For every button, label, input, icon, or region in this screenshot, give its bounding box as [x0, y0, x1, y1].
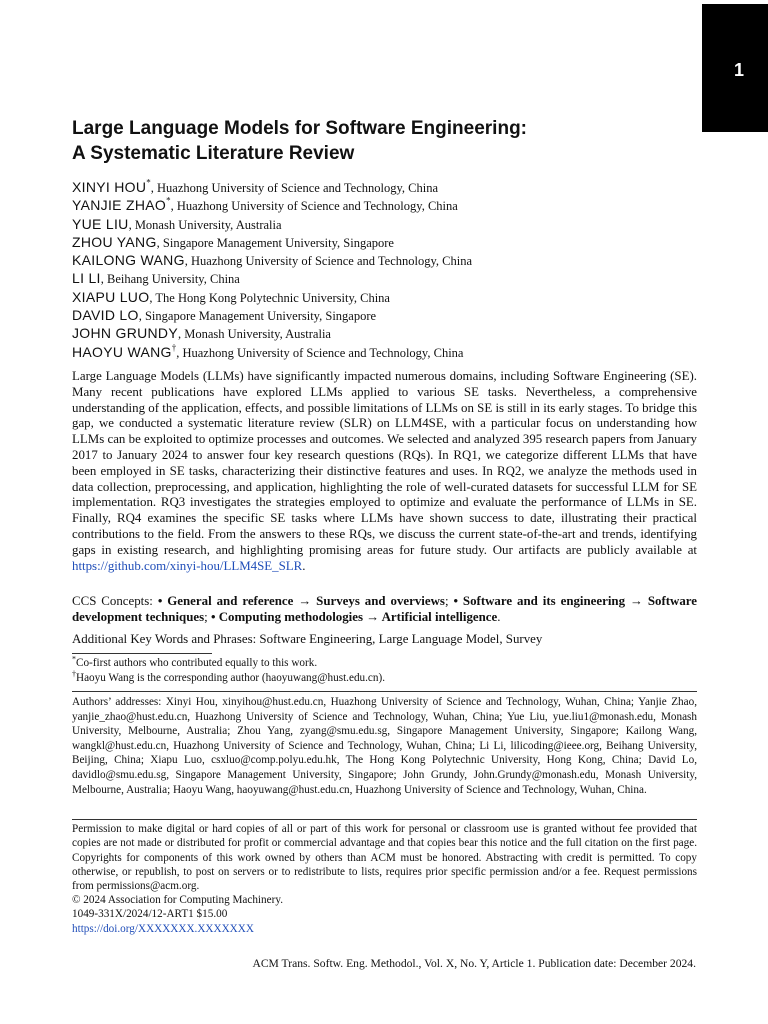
footnote: [72, 656, 697, 671]
author-footnote-mark: *: [146, 177, 151, 188]
author-affiliation: , Singapore Management University, Singapore: [138, 309, 377, 324]
permissions-notice: Permission to make digital or hard copies of all or part of this work for personal or classroom use is granted without fee provided that copies are not made or distributed for profit or commercial advantage and that copies bear this notice and the full citation on the first page. Copyrights for components of this work owned by others than ACM must be honored. Abstracting with credit is permitted. To copy otherwise, or republish, to post on servers or to redistribute to lists, requires prior specific permission and/or a fee. Request permissions from permissions@acm.org.: [72, 823, 697, 893]
title-line-2: A Systematic Literature Review: [72, 143, 355, 164]
author-name: KAILONG WANG: [72, 252, 185, 269]
ccs-separator: ;: [444, 594, 454, 608]
ccs-concept: • Computing methodologies → Artificial intelligence: [210, 609, 498, 624]
author-affiliation: , Huazhong University of Science and Technology, China: [176, 345, 464, 360]
copyright-line: © 2024 Association for Computing Machinery.: [72, 894, 283, 906]
footnote-text: Co-first authors who contributed equally to this work.: [76, 657, 318, 669]
author-list: [72, 178, 712, 361]
artifact-link[interactable]: https://github.com/xinyi-hou/LLM4SE_SLR: [72, 558, 303, 573]
author-footnote-mark: *: [166, 195, 171, 206]
author-name: YANJIE ZHAO: [72, 197, 167, 214]
author-entry: [72, 196, 712, 214]
footnote-mark: †: [72, 669, 76, 679]
title-line-1: Large Language Models for Software Engineering:: [72, 118, 527, 139]
author-name: YUE LIU: [72, 215, 129, 232]
author-affiliation: , Singapore Management University, Singapore: [156, 235, 394, 250]
footnotes: [72, 656, 697, 686]
page-number-tab: [702, 4, 768, 132]
author-name: LI LI: [72, 270, 101, 287]
addresses-divider: [72, 691, 697, 692]
ccs-end: .: [497, 609, 501, 624]
author-name: DAVID LO: [72, 307, 139, 324]
author-entry: [72, 215, 712, 233]
ccs-label: CCS Concepts:: [72, 594, 158, 608]
author-name: XIAPU LUO: [72, 288, 150, 305]
ccs-concept: • General and reference → Surveys and overviews: [157, 594, 445, 608]
author-affiliation: , Beihang University, China: [100, 272, 240, 287]
author-entry: [72, 178, 712, 196]
author-entry: [72, 269, 712, 287]
author-affiliation: , Huazhong University of Science and Technology, China: [150, 181, 439, 195]
author-affiliation: , Monash University, Australia: [128, 217, 282, 232]
abstract-end: .: [302, 558, 306, 573]
footnote-text: Haoyu Wang is the corresponding author (haoyuwang@hust.edu.cn).: [76, 672, 386, 684]
footnote-mark: *: [72, 654, 76, 664]
author-affiliation: , Huazhong University of Science and Technology, China: [184, 254, 473, 269]
author-name: XINYI HOU: [72, 179, 147, 195]
ccs-concept: • Software and its engineering → Software development techniques: [72, 594, 697, 624]
author-entry: [72, 251, 712, 269]
page-footer: ACM Trans. Softw. Eng. Methodol., Vol. X, No. Y, Article 1. Publication date: December 2024.: [252, 957, 696, 970]
paper-title: [72, 116, 692, 166]
author-name: JOHN GRUNDY: [72, 325, 178, 342]
footnote: [72, 671, 697, 686]
author-affiliation: , Monash University, Australia: [177, 327, 331, 342]
keywords: Additional Key Words and Phrases: Software Engineering, Large Language Model, Survey: [72, 632, 543, 646]
author-entry: [72, 288, 712, 306]
author-addresses: Authors’ addresses: Xinyi Hou, xinyihou@hust.edu.cn, Huazhong University of Science and Technology, Wuhan, China; Yanjie Zhao, yanjie_zhao@hust.edu.cn, Huazhong University of Science and Technology, Wuhan, China; Yue Liu, yue.liu1@monash.edu, Monash University, Melbourne, Australia; Zhou Yang, zyang@smu.edu.sg, Singapore Management University, Singapore; Kailong Wang, wangkl@hust.edu.cn, Huazhong University of Science and Technology, Wuhan, China; Li Li, lilicoding@ieee.org, Beihang University, Beijing, China; Xiapu Luo, csxluo@comp.polyu.edu.hk, The Hong Kong Polytechnic University, Hong Kong, China; David Lo, davidlo@smu.edu.sg, Singapore Management University, Singapore; John Grundy, John.Grundy@monash.edu, Monash University, Melbourne, Australia; Haoyu Wang, haoyuwang@hust.edu.cn, Huazhong University of Science and Technology, Wuhan, China.: [72, 696, 697, 796]
page-number: 1: [733, 60, 744, 80]
author-name: HAOYU WANG: [72, 343, 172, 360]
author-name: ZHOU YANG: [72, 233, 157, 250]
author-affiliation: , Huazhong University of Science and Technology, China: [170, 199, 458, 214]
doi-link[interactable]: https://doi.org/XXXXXXX.XXXXXXX: [72, 922, 254, 935]
abstract-text: Large Language Models (LLMs) have significantly impacted numerous domains, including Software Engineering (SE). Many recent publications have explored LLMs applied to various SE tasks. Nevertheless, a comprehensive understanding of the application, effects, and possible limitations of LLMs on SE is still in its early stages. To bridge this gap, we conducted a systematic literature review (SLR) on LLM4SE, with a particular focus on understanding how LLMs can be exploited to optimize processes and outcomes. We selected and analyzed 395 research papers from January 2017 to January 2024 to answer four key research questions (RQs). In RQ1, we categorize different LLMs that have been employed in SE tasks, characterizing their distinctive features and uses. In RQ2, we analyze the methods used in data collection, preprocessing, and application, highlighting the role of well-curated datasets for successful LLM for SE implementation. RQ3 investigates the strategies employed to optimize and evaluate the performance of LLMs in SE. Finally, RQ4 examines the specific SE tasks where LLMs have shown success to date, illustrating their practical contributions to the field. From the answers to these RQs, we discuss the current state-of-the-art and trends, identifying gaps in existing research, and highlighting promising areas for future study. Our artifacts are publicly available at: [72, 369, 697, 557]
publication-info: [72, 893, 697, 936]
author-entry: [72, 306, 712, 324]
permissions-divider: [72, 819, 697, 820]
author-entry: [72, 233, 712, 251]
author-entry: [72, 343, 712, 361]
footnote-divider: [72, 653, 212, 654]
author-entry: [72, 324, 712, 342]
ccs-concepts: [72, 594, 697, 626]
author-footnote-mark: †: [171, 342, 177, 353]
author-affiliation: , The Hong Kong Polytechnic University, China: [149, 290, 390, 305]
issn-line: 1049-331X/2024/12-ART1 $15.00: [72, 908, 228, 921]
abstract: [72, 369, 697, 574]
ccs-separator: ;: [204, 609, 211, 624]
